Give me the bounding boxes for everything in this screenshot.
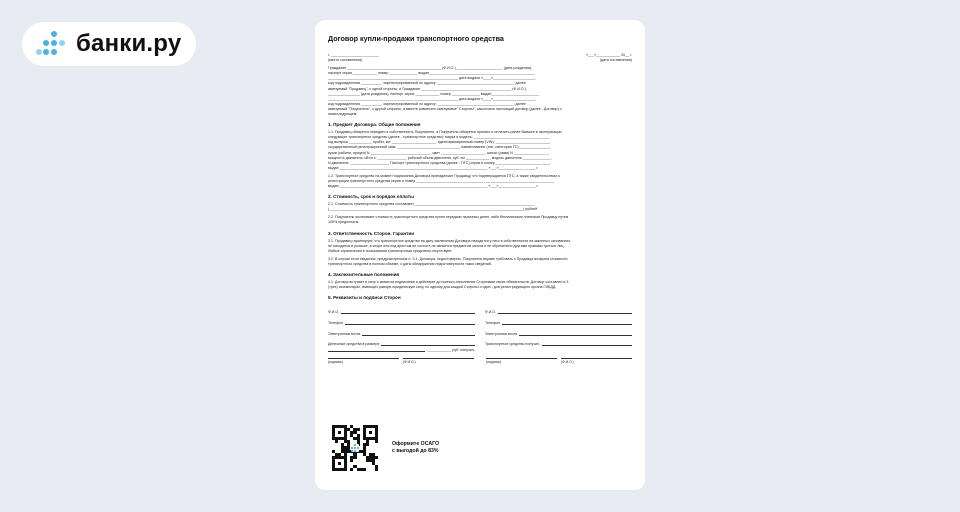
seller-signature-label: (подпись) [328, 358, 399, 364]
section-line: (трех) экземплярах, имеющих равную юридическую силу, по одному для каждой Стороны и один - для регистрирующего органа ГИБДД. [328, 285, 557, 290]
party-line: Гражданин _______________________________________________ (Ф.И.О.) _______________________ (дата рождения), [328, 66, 533, 71]
section-line: Любые ограничения в пользовании транспортным средством отсутствуют. [328, 248, 453, 253]
seller-details [328, 303, 475, 352]
section-line: 2.2. Покупатель оплачивает стоимость транспортного средства путем передачи наличных денег, либо безналичным платежом Продавцу путем [328, 215, 569, 220]
section-title: 5. Реквизиты и подписи Сторон [328, 295, 401, 301]
promo-line-2: с выгодой до 83% [392, 448, 439, 454]
seller-name-field: Ф.И.О. [328, 303, 475, 314]
section-line: государственный регистрационный знак: _______________________________, наименование (тип, категория ТС) _______________, [328, 145, 551, 150]
party-line: нижеследующем: [328, 112, 358, 117]
buyer-vehicle-received: Транспортное средство получил. [485, 336, 632, 347]
party-line: _________________________________________________________________ дата выдачи «____»_____________________, [328, 76, 536, 81]
buyer-signature-label: (подпись) [486, 358, 557, 364]
contract-document [315, 20, 645, 490]
header-line: г. ________________________ «___»____________ 20__ г. [328, 53, 632, 57]
party-line: ________________ (дата рождения), паспорт серия ____________ номер ______________ выдан________________________ [328, 91, 540, 96]
section-line: кузов (кабина, прицеп) N ______________________________, цвет ______________________, шасси (рама) N _________________, [328, 150, 549, 155]
section-line: N двигателя: ___________________, Паспорт транспортного средства (далее - ПТС) серия и номер ___________________________, [328, 160, 551, 165]
banki-dots-icon [36, 31, 66, 57]
section-line: выдан __________________________________________________________________________ «___»____________ ______ г. [328, 165, 539, 170]
logo-text: банки.ру [76, 30, 182, 57]
section-line: (_________________________________________________________________________________________________) рублей [328, 207, 538, 212]
banki-ru-logo[interactable] [22, 22, 196, 66]
qr-code-icon[interactable] [332, 425, 378, 471]
section-line: не находится в розыске, в споре или под арестом не состоит, не является предметом залога и не обременено другими правами третьих лиц. [328, 243, 565, 248]
section-line: 3.1. Продавец гарантирует, что транспортное средство на дату заключения Договора находится у него в собственности на законных основаниях, [328, 238, 572, 243]
buyer-phone-field: Телефон [485, 314, 632, 325]
header-lines [328, 53, 632, 63]
promo-caption[interactable] [392, 441, 439, 455]
party-line: паспорт серия ____________ номер ______________ выдан_____________________________________________________ [328, 71, 535, 76]
seller-money-received: ____________ руб. получил. [328, 346, 475, 352]
section-title: 1. Предмет Договора. Общие положения [328, 122, 421, 128]
seller-email-field: Электронная почта [328, 325, 475, 336]
section-line: 4.1. Договор вступает в силу с момента подписания и действует до полного исполнения Сторонами своих обязательств. Договор составлен в 3 [328, 280, 569, 284]
seller-phone-field: Телефон [328, 314, 475, 325]
party-line: _________________________________________________________________ дата выдачи «____»_____________________, [328, 96, 536, 101]
document-sections [328, 122, 632, 300]
section-title: 3. Ответственность Сторон. Гарантии [328, 230, 415, 236]
buyer-details [485, 303, 632, 352]
seller-money-field: Денежные средства в размере [328, 336, 475, 347]
section-line: следующее транспортное средство (далее - транспортное средство): марка и модель: ______________________________________ [328, 135, 550, 140]
party-line: код подразделения __________, зарегистрированный по адресу: ______________________________________, далее [328, 101, 526, 106]
section-line: мощность двигателя, кВт/л.с. ______________, рабочий объем двигателя, куб. см ____________, модель двигателя ______________, [328, 155, 552, 160]
party-line: код подразделения __________, зарегистрированный по адресу: ______________________________________, далее [328, 81, 526, 86]
header-line: (место составления) (дата составления) [328, 58, 632, 63]
osago-promo[interactable] [332, 425, 439, 471]
buyer-name-field: Ф.И.О. [485, 303, 632, 314]
seller-fio-label: (Ф.И.О.) [403, 358, 474, 364]
signature-fields [328, 303, 632, 352]
document-title: Договор купли-продажи транспортного средства [328, 34, 504, 43]
section-line: год выпуска ___________, пробег, км: ______________________, идентификационный номер (VIN): ___________________________, [328, 140, 551, 145]
section-line: транспортного средства в полном объеме, с даты обнаружения недостоверности таких сведений. [328, 261, 492, 266]
promo-line-1: Оформите ОСАГО [392, 441, 439, 447]
qr-logo-icon [351, 444, 359, 452]
party-block [328, 66, 632, 117]
buyer-email-field: Электронная почта [485, 325, 632, 336]
party-line: именуемый "Продавец", с одной стороны, и Гражданин _____________________________________________ (Ф.И.О.), [328, 86, 527, 91]
section-title: 4. Заключительные положения [328, 272, 400, 277]
section-line: 1.2. Транспортное средство на момент подписания Договора принадлежит Продавцу, что подтверждается ПТС, а также свидетельством о [328, 173, 560, 178]
signature-labels [328, 358, 632, 364]
buyer-fio-label: (Ф.И.О.) [561, 358, 632, 364]
section-line: выдан __________________________________________________________________________ «___»____________ ______ г. [328, 184, 539, 189]
party-line: именуемый "Покупатель", с другой стороны, а вместе совместно именуемые "Стороны", заключили настоящий договор (далее - Договор) о [328, 106, 562, 111]
section-title: 2. Стоимость, срок и порядок оплаты [328, 194, 414, 200]
section-line: 2.1. Стоимость транспортного средства составляет ____________________________________________________________ [328, 202, 535, 207]
section-line: 1.1. Продавец обязуется передать в собственность Покупателя, а Покупатель обязуется принять и оплатить ранее бывшее в эксплуатации [328, 130, 562, 135]
section-line: 100% предоплаты. [328, 220, 360, 225]
section-line: регистрации транспортного средства серия и номер _____________________________________________________________________ [328, 178, 555, 183]
section-line: 3.2. В случае если сведения, предусмотренные п. 3.1. Договора, недостоверны, Покупатель вправе требовать с Продавца возврата стоимости [328, 256, 568, 261]
